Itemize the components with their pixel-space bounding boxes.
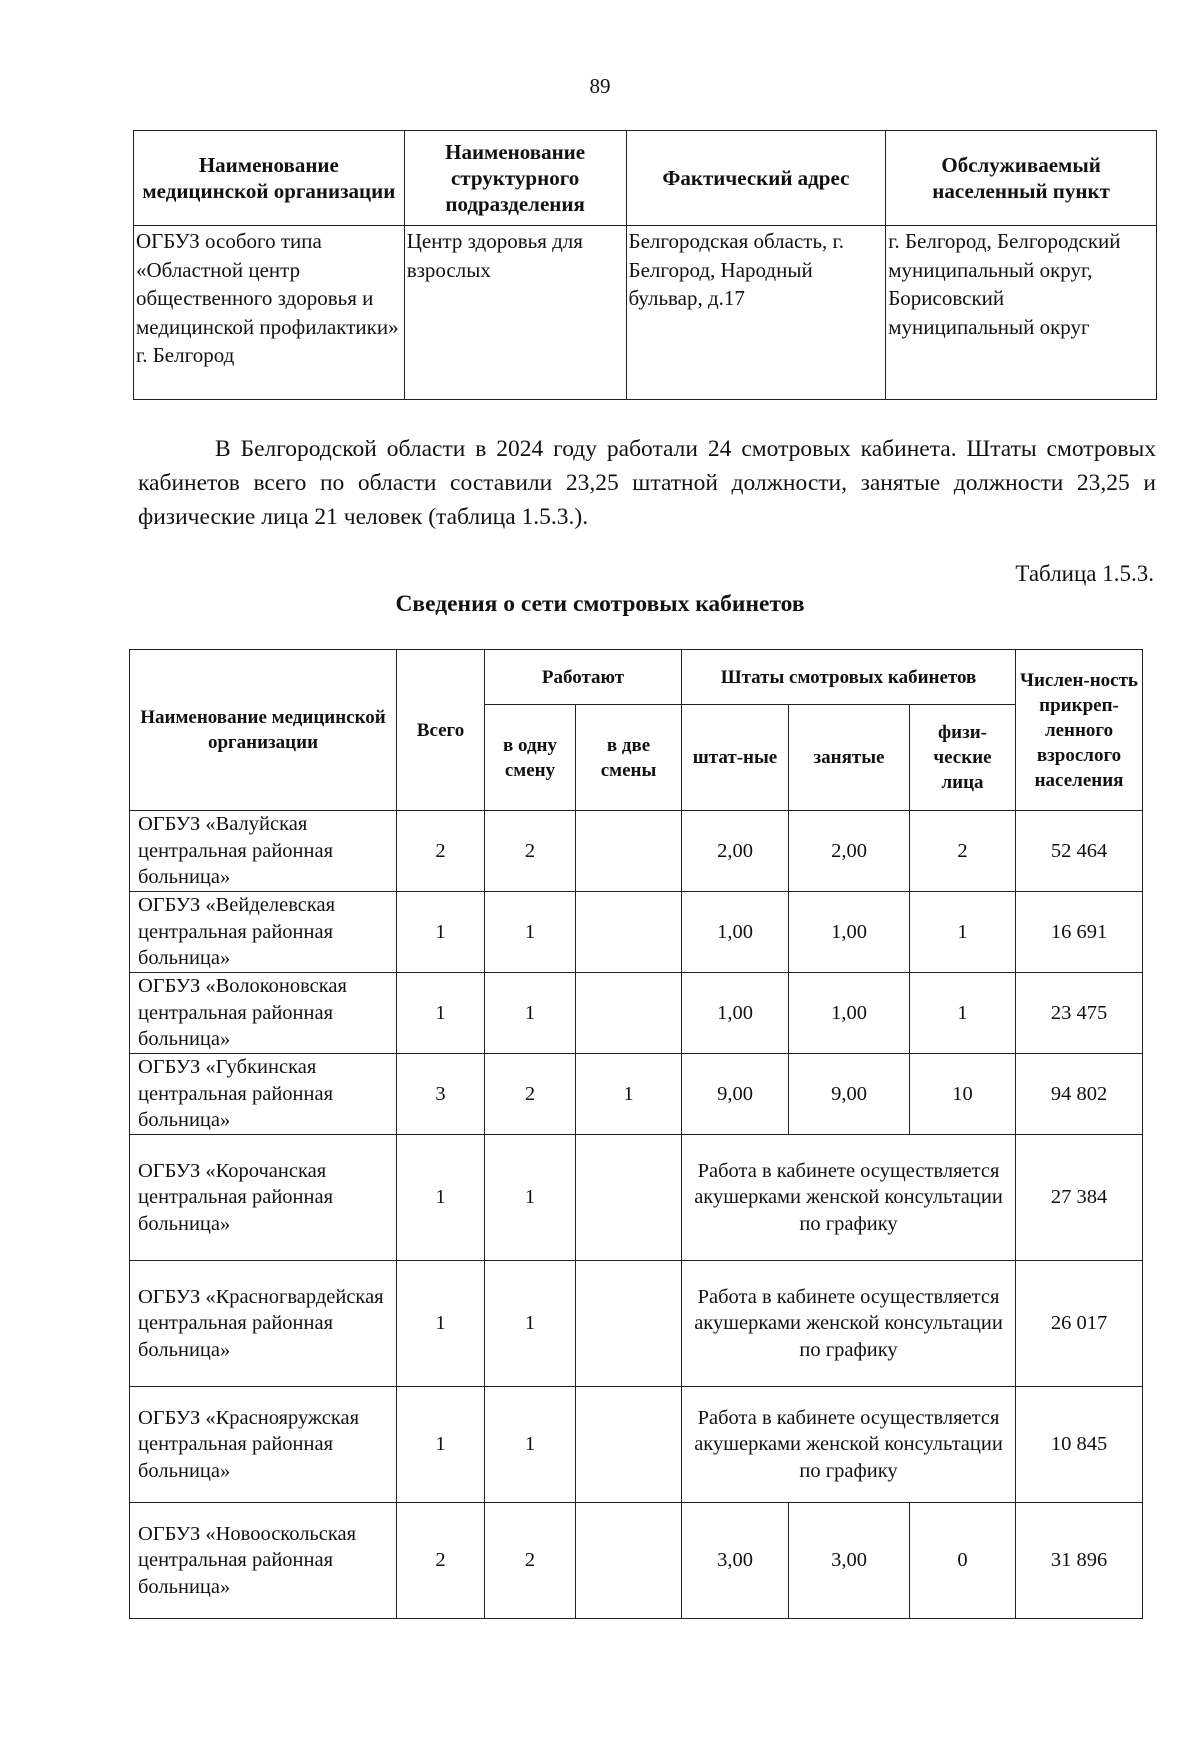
header-served: Обслуживаемый населенный пункт — [886, 131, 1157, 226]
header-address: Фактический адрес — [626, 131, 886, 226]
cell-staff-note: Работа в кабинете осуществляется акушерками женской консультации по графику — [682, 1261, 1016, 1387]
cell-occupied: 9,00 — [789, 1054, 910, 1135]
cell-staff-note: Работа в кабинете осуществляется акушерками женской консультации по графику — [682, 1135, 1016, 1261]
cell-org: ОГБУЗ «Красногвардейская центральная районная больница» — [130, 1261, 397, 1387]
cell-two-shifts — [576, 892, 682, 973]
cell-physical: 0 — [910, 1503, 1016, 1619]
cell-population: 52 464 — [1016, 811, 1143, 892]
cell-total: 2 — [397, 811, 485, 892]
table-label: Таблица 1.5.3. — [1015, 561, 1154, 586]
cell-two-shifts — [576, 1135, 682, 1261]
header-org: Наименование медицинской организации — [130, 650, 397, 811]
cell-two-shifts — [576, 1503, 682, 1619]
header-occupied: занятые — [789, 705, 910, 811]
cell-one-shift: 1 — [485, 892, 576, 973]
cell-staff: 3,00 — [682, 1503, 789, 1619]
table-row — [130, 1135, 1143, 1261]
cell-org: ОГБУЗ «Вейделевская центральная районная больница» — [130, 892, 397, 973]
cell-total: 1 — [397, 1387, 485, 1503]
table-row — [130, 1054, 1143, 1135]
cell-total: 3 — [397, 1054, 485, 1135]
body-paragraph: В Белгородской области в 2024 году работали 24 смотровых кабинета. Штаты смотровых кабинетов всего по области составили 23,25 штатной должности, занятые должности 23,25 и физические лица 21 человек (таблица 1.5.3.). — [138, 436, 1156, 530]
cell-two-shifts — [576, 811, 682, 892]
cell-org: ОГБУЗ «Новооскольская центральная районная больница» — [130, 1503, 397, 1619]
cell-one-shift: 2 — [485, 1054, 576, 1135]
cell-physical: 2 — [910, 811, 1016, 892]
cell-staff: 1,00 — [682, 973, 789, 1054]
cell-population: 27 384 — [1016, 1135, 1143, 1261]
header-organization: Наименование медицинской организации — [134, 131, 405, 226]
cell-occupied: 3,00 — [789, 1503, 910, 1619]
cell-staff-note: Работа в кабинете осуществляется акушерками женской консультации по графику — [682, 1387, 1016, 1503]
header-one-shift: в одну смену — [485, 705, 576, 811]
cell-population: 26 017 — [1016, 1261, 1143, 1387]
table-row — [130, 811, 1143, 892]
cell-occupied: 2,00 — [789, 811, 910, 892]
cell-org: ОГБУЗ «Краснояружская центральная районная больница» — [130, 1387, 397, 1503]
cell-two-shifts: 1 — [576, 1054, 682, 1135]
cell-org: ОГБУЗ «Губкинская центральная районная больница» — [130, 1054, 397, 1135]
cell-one-shift: 2 — [485, 1503, 576, 1619]
table-row — [130, 1387, 1143, 1503]
cell-org: ОГБУЗ «Корочанская центральная районная больница» — [130, 1135, 397, 1261]
cell-occupied: 1,00 — [789, 892, 910, 973]
page-number: 89 — [589, 74, 611, 98]
cell-one-shift: 1 — [485, 1387, 576, 1503]
table-row — [134, 226, 1157, 400]
cell-population: 16 691 — [1016, 892, 1143, 973]
cell-org: ОГБУЗ «Валуйская центральная районная больница» — [130, 811, 397, 892]
cell-physical: 10 — [910, 1054, 1016, 1135]
cell-staff: 1,00 — [682, 892, 789, 973]
table-title: Сведения о сети смотровых кабинетов — [395, 591, 805, 617]
table-header-row — [134, 131, 1157, 226]
cell-population: 31 896 — [1016, 1503, 1143, 1619]
cell-two-shifts — [576, 1261, 682, 1387]
cell-organization: ОГБУЗ особого типа «Областной центр общественного здоровья и медицинской профилактики» г. Белгород — [134, 226, 405, 400]
header-subdivision: Наименование структурного подразделения — [404, 131, 626, 226]
cell-physical: 1 — [910, 892, 1016, 973]
cell-served: г. Белгород, Белгородский муниципальный округ, Борисовский муниципальный округ — [886, 226, 1157, 400]
cell-address: Белгородская область, г. Белгород, Народный бульвар, д.17 — [626, 226, 886, 400]
header-total: Всего — [397, 650, 485, 811]
cell-two-shifts — [576, 1387, 682, 1503]
cell-total: 1 — [397, 1261, 485, 1387]
header-working: Работают — [485, 650, 682, 705]
cell-physical: 1 — [910, 973, 1016, 1054]
cell-subdivision: Центр здоровья для взрослых — [404, 226, 626, 400]
subdivision-table — [133, 130, 1157, 400]
cell-total: 1 — [397, 973, 485, 1054]
exam-rooms-table — [129, 649, 1143, 1619]
header-population: Числен-ность прикреп-ленного взрослого населения — [1016, 650, 1143, 811]
header-staff: Штаты смотровых кабинетов — [682, 650, 1016, 705]
header-physical: физи-ческие лица — [910, 705, 1016, 811]
table-row — [130, 1261, 1143, 1387]
table-row — [130, 1503, 1143, 1619]
cell-occupied: 1,00 — [789, 973, 910, 1054]
cell-staff: 2,00 — [682, 811, 789, 892]
cell-population: 23 475 — [1016, 973, 1143, 1054]
cell-one-shift: 2 — [485, 811, 576, 892]
cell-one-shift: 1 — [485, 1135, 576, 1261]
table-header-row — [130, 650, 1143, 705]
cell-population: 94 802 — [1016, 1054, 1143, 1135]
header-two-shifts: в две смены — [576, 705, 682, 811]
cell-total: 1 — [397, 892, 485, 973]
table-row — [130, 892, 1143, 973]
cell-one-shift: 1 — [485, 973, 576, 1054]
cell-population: 10 845 — [1016, 1387, 1143, 1503]
cell-total: 2 — [397, 1503, 485, 1619]
cell-total: 1 — [397, 1135, 485, 1261]
cell-org: ОГБУЗ «Волоконовская центральная районная больница» — [130, 973, 397, 1054]
table-row — [130, 973, 1143, 1054]
cell-staff: 9,00 — [682, 1054, 789, 1135]
header-staff-positions: штат-ные — [682, 705, 789, 811]
cell-one-shift: 1 — [485, 1261, 576, 1387]
cell-two-shifts — [576, 973, 682, 1054]
